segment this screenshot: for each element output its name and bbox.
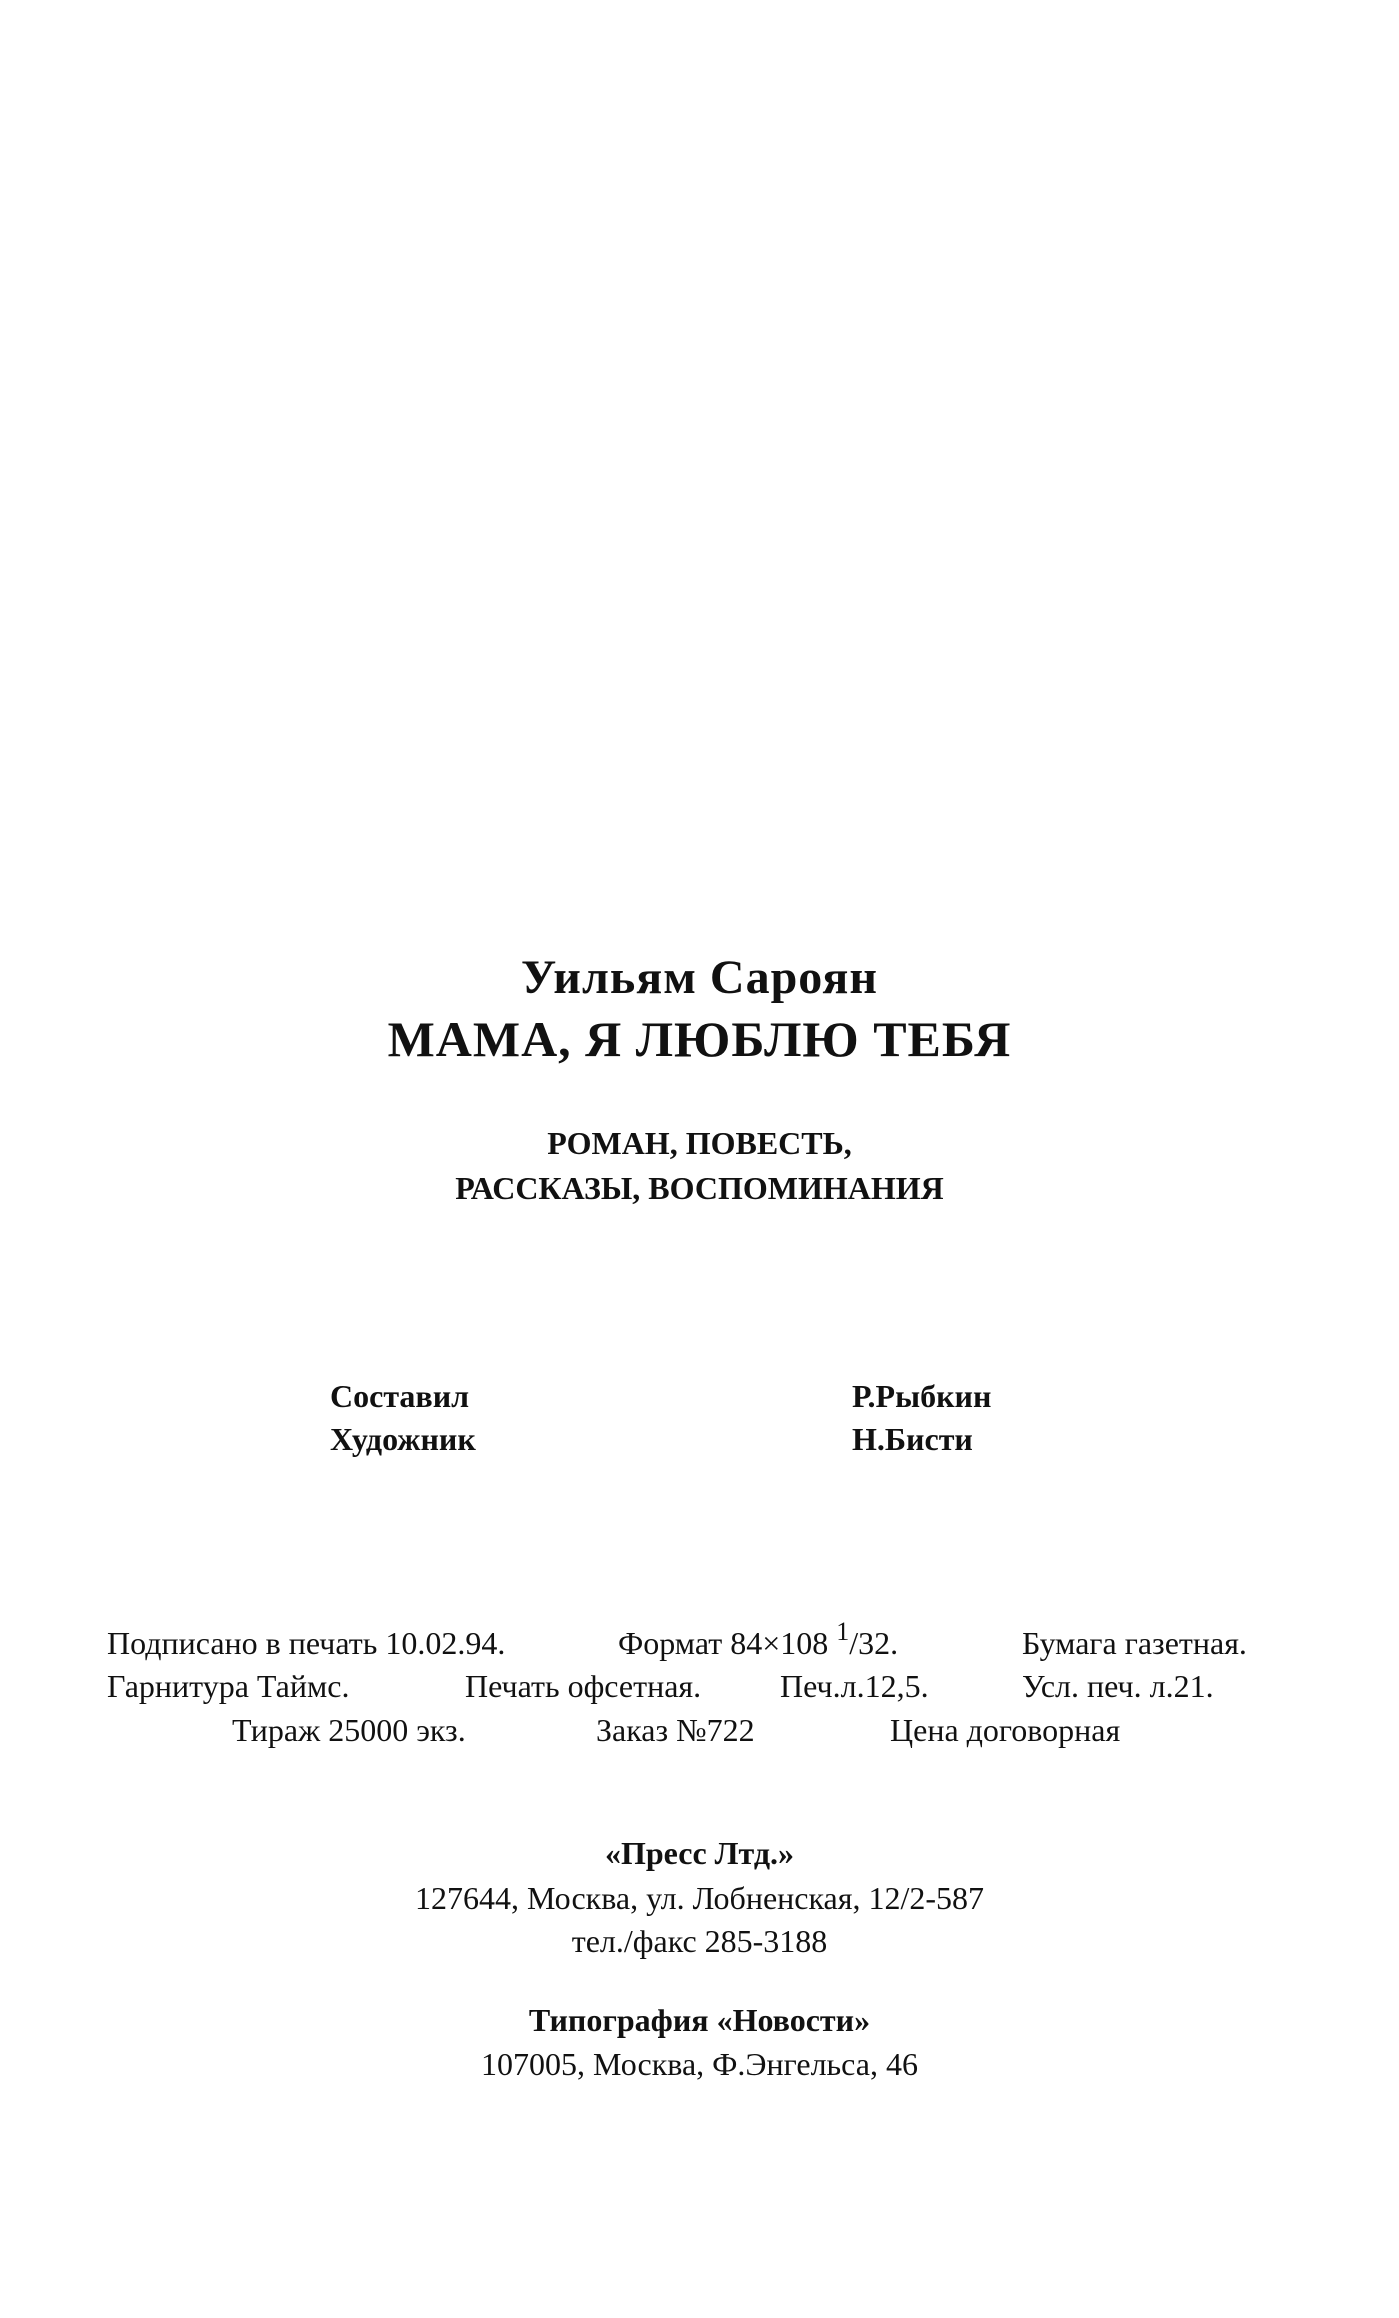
imprint-signed: Подписано в печать 10.02.94. [107,1625,506,1661]
book-genre-line-2: РАССКАЗЫ, ВОСПОМИНАНИЯ [455,1170,944,1206]
printer-name: Типография «Новости» [528,2002,871,2038]
credit-role-artist: Художник [330,1421,476,1457]
publisher-name: «Пресс Лтд.» [604,1835,794,1871]
book-title: МАМА, Я ЛЮБЛЮ ТЕБЯ [387,1011,1012,1067]
imprint-typeface: Гарнитура Таймс. [107,1668,350,1704]
printer-address: 107005, Москва, Ф.Энгельса, 46 [481,2046,918,2082]
imprint-print-type: Печать офсетная. [465,1668,702,1704]
credit-role-compiler: Составил [330,1378,470,1414]
imprint-price: Цена договорная [890,1712,1121,1748]
credit-name-compiler: Р.Рыбкин [852,1378,992,1414]
imprint-run: Тираж 25000 экз. [232,1712,466,1748]
imprint-order: Заказ №722 [596,1712,755,1748]
publisher-phone: тел./факс 285-3188 [571,1923,828,1959]
book-genre-line-1: РОМАН, ПОВЕСТЬ, [547,1125,852,1161]
publisher-address: 127644, Москва, ул. Лобненская, 12/2-587 [414,1880,985,1916]
imprint-sheets: Печ.л.12,5. [780,1668,929,1704]
imprint-format [618,1617,899,1662]
imprint-format-prefix: Формат 84×108 [618,1625,829,1661]
imprint-format-suffix: /32. [849,1625,899,1661]
book-author: Уильям Сароян [521,951,878,1004]
imprint-conv-sheets: Усл. печ. л.21. [1022,1668,1214,1704]
imprint-paper: Бумага газетная. [1022,1625,1247,1661]
credit-name-artist: Н.Бисти [852,1421,973,1457]
imprint-format-sup: 1 [836,1617,850,1646]
